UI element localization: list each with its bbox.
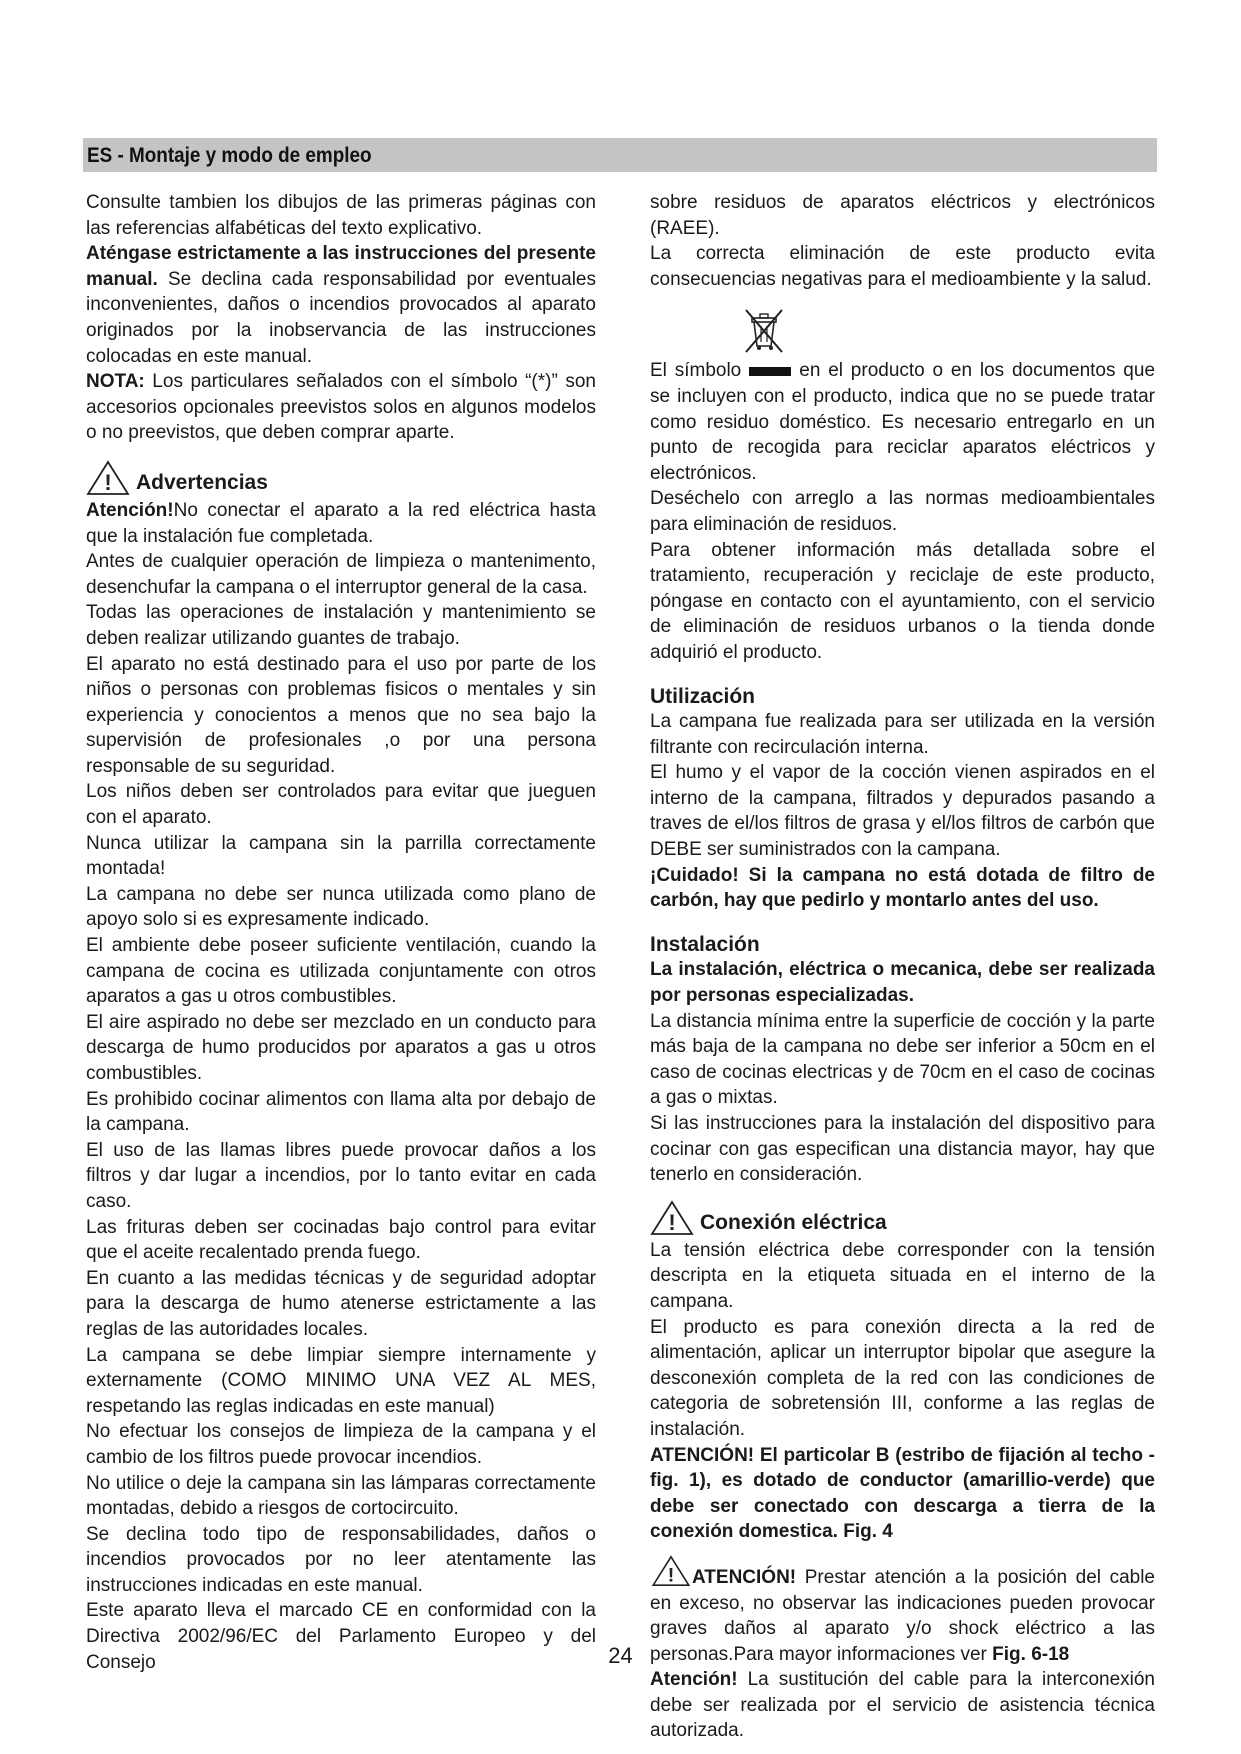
warning-paragraph: Este aparato lleva el marcado CE en conformidad con la Directiva 2002/96/EC del Parlamento Europeo y del Consejo	[86, 1600, 596, 1673]
warning-paragraph: En cuanto a las medidas técnicas y de seguridad adoptar para la descarga de humo atenerse estrictamente a las reglas de las autoridades locales.	[86, 1267, 596, 1340]
cuidado-paragraph: ¡Cuidado! Si la campana no está dotada de filtro de carbón, hay que pedirlo y montarlo antes del uso.	[650, 864, 1155, 912]
right-column	[650, 190, 1155, 1744]
instalacion-bold: La instalación, eléctrica o mecanica, debe ser realizada por personas especializadas.	[650, 959, 1155, 1007]
black-bar-symbol	[749, 367, 791, 376]
warning-triangle-icon	[650, 1555, 692, 1587]
warning-paragraph: No efectuar los consejos de limpieza de la campana y el cambio de los filtros puede provocar incendios.	[86, 1421, 596, 1468]
conexion-paragraph: La tensión eléctrica debe corresponder con la tensión descripta en la etiqueta situada en el interno de la campana.	[650, 1239, 1155, 1312]
utilizacion-paragraph-2: El humo y el vapor de la cocción vienen aspirados en el interno de la campana, filtrados y depurados pasando a traves de el/los filtros de grasa y el/los filtros de carbón que DEBE ser suministrados con la campana.	[650, 762, 1155, 861]
warning-paragraph: La campana no debe ser nunca utilizada como plano de apoyo solo si es expresamente indicado.	[86, 883, 596, 931]
warning-paragraph: El aire aspirado no debe ser mezclado en un conducto para descarga de humo producidos por aparatos a gas u otros combustibles.	[86, 1011, 596, 1084]
info-paragraph: Para obtener información más detallada sobre el tratamiento, recuperación y reciclaje de este producto, póngase en contacto con el ayuntamiento, con el servicio de eliminación de residuos urbanos o la tienda donde adquirió el producto.	[650, 539, 1155, 663]
simbolo-paragraph: El símbolo en el producto o en los documentos que se incluyen con el producto, indica que no se puede tratar como residuo doméstico. Es necesario entregarlo en un punto de recogida para reciclar aparatos eléctricos y electrónicos.	[650, 360, 1156, 484]
utilizacion-paragraph: La campana fue realizada para ser utilizada en la versión filtrante con recirculación interna.	[650, 711, 1155, 758]
warning-paragraph: No utilice o deje la campana sin las lámparas correctamente montadas, debido a riesgos de cortocircuito.	[86, 1472, 596, 1520]
nota-paragraph: NOTA: Los particulares señalados con el símbolo “(*)” son accesorios opcionales preevistos solos en algunos modelos o no preevistos, que deben comprar aparte.	[86, 371, 596, 444]
atencion-warning-paragraph: ! ATENCIÓN! Prestar atención a la posición del cable en exceso, no observar las indicaciones pueden provocar graves daños al aparato y/o shock eléctrico a las personas.Para mayor informaciones ver Fig. 6-18	[650, 1555, 1155, 1667]
warning-paragraph: Todas las operaciones de instalación y mantenimiento se deben realizar utilizando guantes de trabajo.	[86, 602, 596, 649]
raee-paragraph-2: La correcta eliminación de este producto evita consecuencias negativas para el medioambiente y la salud.	[650, 243, 1155, 290]
intro-paragraph: Consulte tambien los dibujos de las primeras páginas con las referencias alfabéticas del texto explicativo.	[86, 192, 596, 239]
instalacion-heading: Instalación	[650, 932, 760, 956]
svg-text:!: !	[667, 1564, 675, 1587]
warning-triangle-icon	[650, 1200, 694, 1236]
advertencias-heading: ! Advertencias	[86, 460, 596, 496]
warning-paragraph: Los niños deben ser controlados para evitar que jueguen con el aparato.	[86, 781, 596, 829]
atencion-paragraph: Atención!No conectar el aparato a la red eléctrica hasta que la instalación fue completada.	[86, 499, 596, 547]
warning-paragraph: Antes de cualquier operación de limpieza o mantenimento, desenchufar la campana o el interruptor general de la casa.	[86, 551, 596, 598]
atencion-cable-paragraph: Atención! La sustitución del cable para la interconexión debe ser realizada por el servicio de asistencia técnica autorizada.	[650, 1669, 1155, 1742]
warning-paragraph: Nunca utilizar la campana sin la parrilla correctamente montada!	[86, 832, 596, 880]
desechelo-paragraph: Deséchelo con arreglo a las normas medioambientales para eliminación de residuos.	[650, 488, 1155, 535]
conexion-heading: ! Conexión eléctrica	[650, 1200, 1155, 1236]
section-header	[83, 138, 1157, 172]
utilizacion-heading: Utilización	[650, 684, 756, 708]
instalacion-paragraph: La distancia mínima entre la superficie de cocción y la parte más baja de la campana no debe ser inferior a 50cm en el caso de cocinas electricas y de 70cm en el caso de cocinas a gas o mixtas.	[650, 1010, 1155, 1109]
conexion-paragraph-2: El producto es para conexión directa a la red de alimentación, aplicar un interruptor bipolar que asegure la desconexión completa de la red con las condiciones de categoria de sobretensión III, conforme a las reglas de instalación.	[650, 1316, 1155, 1440]
section-title: ES - Montaje y modo de empleo	[87, 144, 372, 167]
instalacion-paragraph-2: Si las instrucciones para la instalación del dispositivo para cocinar con gas especifican una distancia mayor, hay que tenerlo en consideración.	[650, 1113, 1155, 1186]
warning-paragraph: El ambiente debe poseer suficiente ventilación, cuando la campana de cocina es utilizada conjuntamente con otros aparatos a gas u otros combustibles.	[86, 935, 596, 1008]
warning-paragraph: El aparato no está destinado para el uso por parte de los niños o personas con problemas fisicos o mentales y sin experiencia y conocientos a menos que no sea bajo la supervisión de profesionales ,o por una persona responsable de su seguridad.	[86, 653, 596, 777]
warning-paragraph: Es prohibido cocinar alimentos con llama alta por debajo de la campana.	[86, 1088, 596, 1136]
left-column	[86, 190, 596, 1675]
page-number: 24	[608, 1643, 633, 1668]
warning-triangle-icon	[86, 460, 130, 496]
warning-paragraph: La campana se debe limpiar siempre internamente y externamente (COMO MINIMO UNA VEZ AL MES, respetando las reglas indicadas en este manual)	[86, 1344, 596, 1417]
warning-paragraph: Se declina todo tipo de responsabilidades, daños o incendios provocados por no leer atentamente las instrucciones indicadas en este manual.	[86, 1523, 596, 1596]
crossed-bin-icon	[740, 306, 788, 354]
warning-paragraph: El uso de las llamas libres puede provocar daños a los filtros y dar lugar a incendios, por lo tanto evitar en cada caso.	[86, 1139, 596, 1212]
raee-paragraph: sobre residuos de aparatos eléctricos y electrónicos (RAEE).	[650, 192, 1155, 239]
warning-paragraph: Las frituras deben ser cocinadas bajo control para evitar que el aceite recalentado prenda fuego.	[86, 1216, 596, 1264]
conexion-bold-paragraph: ATENCIÓN! El particolar B (estribo de fijación al techo - fig. 1), es dotado de conductor (amarillio-verde) que debe ser conectado con descarga a tierra de la conexión domestica. Fig. 4	[650, 1444, 1155, 1543]
svg-text:!: !	[668, 1209, 676, 1235]
intro-paragraph-2: Aténgase estrictamente a las instrucciones del presente manual. Se declina cada responsabilidad por eventuales inconvenientes, daños o incendios provocados al aparato originados por la inobservancia de las instrucciones colocadas en este manual.	[86, 243, 596, 367]
svg-text:!: !	[104, 469, 112, 495]
